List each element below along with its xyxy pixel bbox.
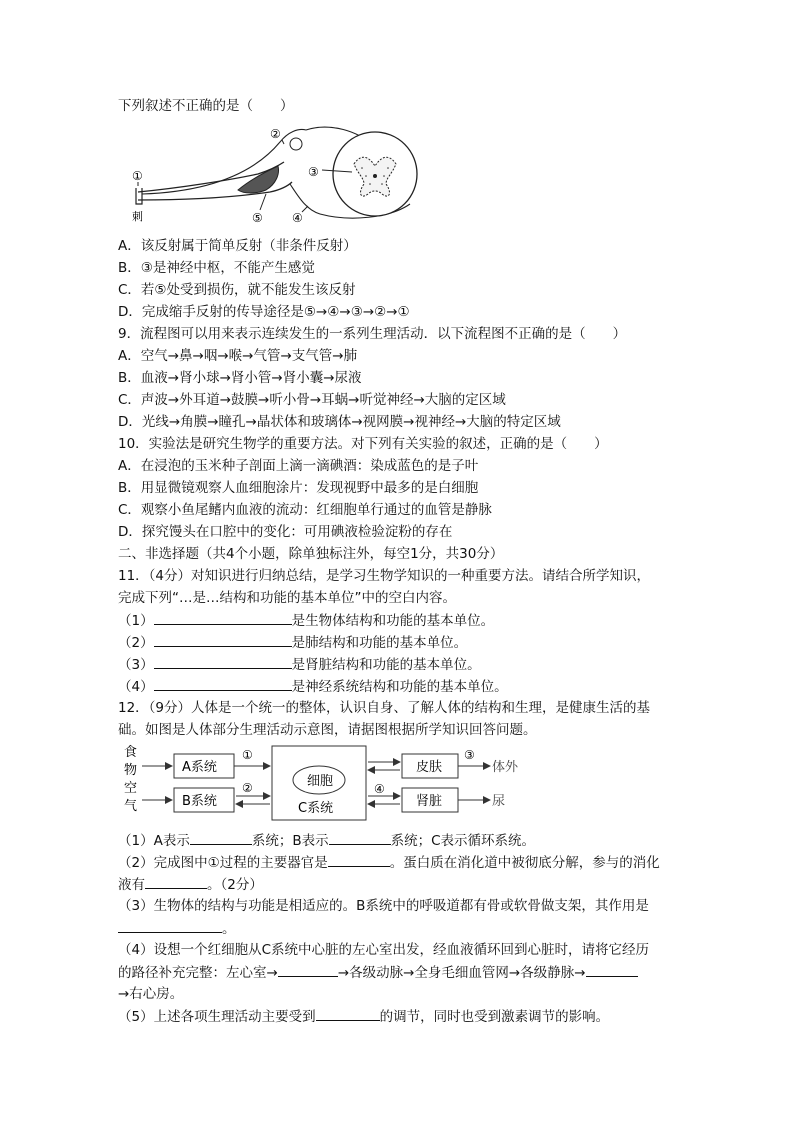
label-stimulus: 刺	[132, 210, 143, 223]
q10-option-c[interactable]: C．观察小鱼尾鳍内血液的流动：红细胞单行通过的血管是静脉	[118, 502, 492, 518]
q11-blank-1[interactable]	[154, 610, 292, 625]
q12-blank-a-system[interactable]	[190, 830, 252, 845]
urine-label: 尿	[492, 794, 506, 809]
q12-blank-digestive-juice[interactable]	[145, 874, 207, 889]
q12-blank-route-1[interactable]	[278, 962, 338, 977]
c-system-label: C系统	[298, 801, 334, 816]
q12-sub3-line1: （3）生物体的结构与功能是相适应的。B系统中的呼吸道都有骨或软骨做支架，其作用是	[118, 898, 649, 914]
out-body-label: 体外	[492, 760, 519, 775]
q9-stem: 9．流程图可以用来表示连续发生的一系列生理活动．以下流程图不正确的是（ ）	[118, 326, 627, 342]
arrow-label-3: ③	[464, 748, 475, 762]
q12-stem-line2: 础。如图是人体部分生理活动示意图，请据图根据所学知识回答问题。	[118, 722, 537, 738]
q9-option-b[interactable]: B．血液→肾小球→肾小管→肾小囊→尿液	[118, 370, 362, 386]
q12-stem-line1: 12．（9分）人体是一个统一的整体，认识自身、了解人体的结构和生理，是健康生活的基	[118, 700, 651, 716]
label-4: ④	[292, 211, 303, 225]
q10-option-a[interactable]: A．在浸泡的玉米种子剖面上滴一滴碘酒：染成蓝色的是子叶	[118, 458, 479, 474]
sensory-pathway	[142, 130, 306, 195]
q12-blank-b-system[interactable]	[329, 830, 391, 845]
q11-blank-3[interactable]	[154, 654, 292, 669]
q12-blank-regulation[interactable]	[316, 1006, 380, 1021]
q8-stem: 下列叙述不正确的是（ ）	[118, 98, 294, 114]
q9-option-c[interactable]: C．声波→外耳道→鼓膜→听小骨→耳蜗→听觉神经→大脑的定区域	[118, 392, 506, 408]
q12-sub4-line3: →右心房。	[118, 986, 184, 1002]
arrow-label-4: ④	[374, 782, 385, 796]
q12-sub2-line1: （2）完成图中①过程的主要器官是 。蛋白质在消化道中被彻底分解，参与的消化	[118, 852, 660, 873]
q9-option-a[interactable]: A．空气→鼻→咽→喉→气管→支气管→肺	[118, 348, 358, 364]
q11-item-3: （3） 是肾脏结构和功能的基本单位。	[118, 654, 481, 675]
arrow-label-2: ②	[242, 781, 253, 795]
finger-tip	[136, 188, 142, 204]
q12-sub4-line2: 的路径补充完整：左心室→ →各级动脉→全身毛细血管网→各级静脉→	[118, 962, 638, 983]
section-2-heading: 二、非选择题（共4个小题，除单独标注外，每空1分，共30分）	[118, 546, 504, 562]
q12-sub5: （5）上述各项生理活动主要受到 的调节，同时也受到激素调节的影响。	[118, 1006, 609, 1027]
kidney-label: 肾脏	[416, 794, 443, 809]
q8-option-c[interactable]: C．若⑤处受到损伤，就不能发生该反射	[118, 282, 356, 298]
physiology-diagram	[118, 742, 538, 824]
q8-option-d[interactable]: D．完成缩手反射的传导途径是⑤→④→③→②→①	[118, 304, 410, 320]
label-5: ⑤	[252, 211, 263, 225]
q11-stem-line1: 11．（4分）对知识进行归纳总结，是学习生物学知识的一种重要方法。请结合所学知识，	[118, 568, 651, 584]
arrow-label-1: ①	[242, 748, 253, 762]
reflex-arc-figure	[120, 122, 450, 226]
q10-stem: 10．实验法是研究生物学的重要方法。对下列有关实验的叙述，正确的是（ ）	[118, 436, 608, 452]
q11-item-1: （1） 是生物体结构和功能的基本单位。	[118, 610, 494, 631]
q10-option-b[interactable]: B．用显微镜观察人血细胞涂片：发现视野中最多的是白细胞	[118, 480, 479, 496]
q12-sub3-line2: 。	[118, 918, 236, 939]
q12-sub4-line1: （4）设想一个红细胞从C系统中心脏的左心室出发，经血液循环回到心脏时，请将它经历	[118, 942, 650, 958]
q9-option-d[interactable]: D．光线→角膜→瞳孔→晶状体和玻璃体→视网膜→视神经→大脑的特定区域	[118, 414, 561, 430]
q12-blank-function[interactable]	[118, 918, 222, 933]
q11-item-4: （4） 是神经系统结构和功能的基本单位。	[118, 676, 508, 697]
food-char-2: 物	[124, 763, 138, 778]
muscle-shape	[238, 166, 279, 193]
q8-option-a[interactable]: A．该反射属于简单反射（非条件反射）	[118, 238, 357, 254]
food-char-1: 食	[124, 745, 138, 760]
label-2: ②	[270, 127, 281, 141]
q12-sub2-line2: 液有 。（2分）	[118, 874, 263, 895]
q11-blank-2[interactable]	[154, 632, 292, 647]
q12-blank-organ[interactable]	[328, 852, 390, 867]
q11-blank-4[interactable]	[154, 676, 292, 691]
air-char-1: 空	[124, 781, 138, 796]
q11-item-2: （2） 是肺结构和功能的基本单位。	[118, 632, 467, 653]
label-1: ①	[132, 169, 143, 183]
air-char-2: 气	[124, 799, 138, 814]
a-system-label: A系统	[182, 760, 217, 775]
q11-stem-line2: 完成下列“…是…结构和功能的基本单位”中的空白内容。	[118, 590, 456, 606]
q12-blank-route-2[interactable]	[586, 962, 638, 977]
q8-option-b[interactable]: B．③是神经中枢，不能产生感觉	[118, 260, 315, 276]
b-system-label: B系统	[182, 794, 217, 809]
q12-sub1: （1）A表示 系统；B表示 系统；C表示循环系统。	[118, 830, 535, 851]
cell-label: 细胞	[307, 774, 334, 789]
label-3: ③	[308, 165, 319, 179]
skin-label: 皮肤	[416, 760, 443, 775]
ganglion	[290, 138, 302, 150]
q10-option-d[interactable]: D．探究馒头在口腔中的变化：可用碘液检验淀粉的存在	[118, 524, 453, 540]
